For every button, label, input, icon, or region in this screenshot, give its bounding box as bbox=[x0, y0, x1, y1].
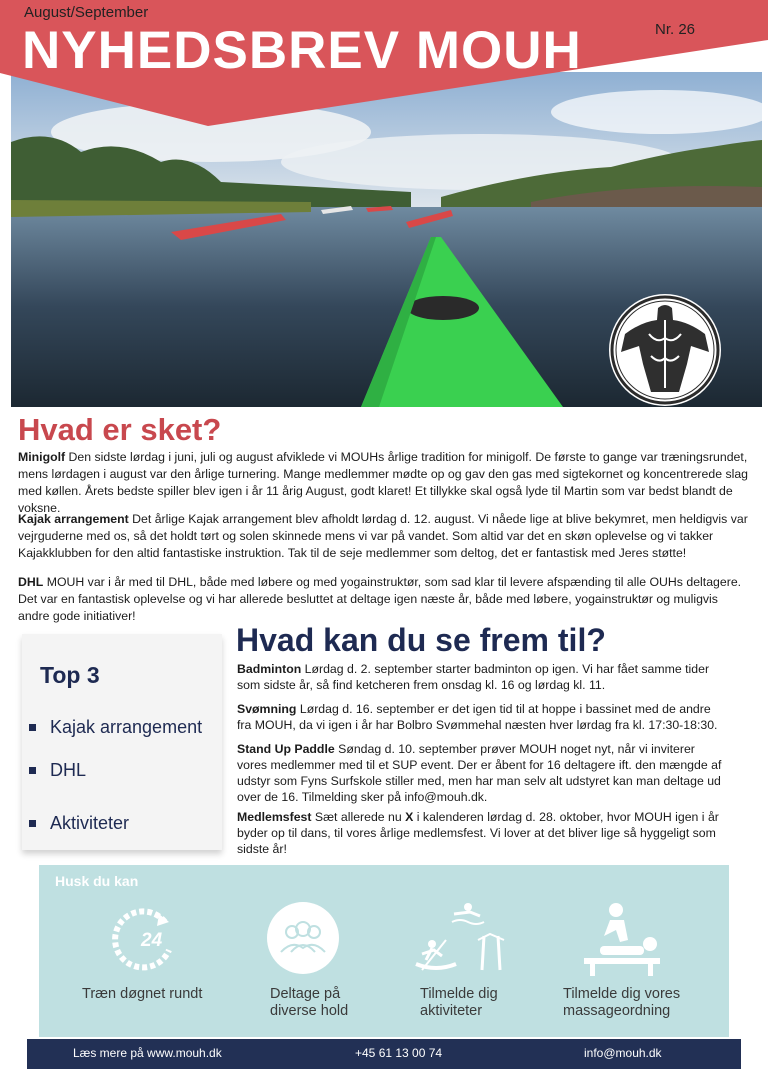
issue-number: Nr. 26 bbox=[655, 21, 696, 38]
husk-label: diverse hold bbox=[270, 1003, 349, 1019]
upcoming-item-title: Medlemsfest bbox=[237, 810, 312, 824]
footer-phone[interactable]: +45 61 13 00 74 bbox=[355, 1046, 443, 1060]
husk-label: Tilmelde dig bbox=[420, 986, 498, 1002]
upcoming-item-title: Stand Up Paddle bbox=[237, 742, 335, 756]
sports-activities-icon bbox=[412, 900, 512, 978]
muscular-back-logo-icon bbox=[609, 294, 721, 406]
upcoming-item-text: Sæt allerede nu bbox=[311, 810, 406, 824]
upcoming-item-sup bbox=[237, 741, 723, 805]
section-heading-sket: Hvad er sket? bbox=[18, 412, 222, 447]
footer-website-link[interactable]: Læs mere på www.mouh.dk bbox=[73, 1046, 222, 1060]
upcoming-item-text: Lørdag d. 2. september starter badminton op igen. Vi har fået samme tider som sidste år, så find ketcheren frem onsdag kl. 16 og lørdag kl. 11. bbox=[237, 662, 710, 692]
upcoming-item-title: Svømning bbox=[237, 702, 297, 716]
husk-label: Tilmelde dig vores bbox=[563, 986, 681, 1002]
upcoming-item-text: Lørdag d. 16. september er det igen tid til at hoppe i bassinet med de andre fra MOUH, da vi igen i år har Bolbro Svømmehal næsten hver lørdag fra kl. 17:30-18:30. bbox=[237, 702, 718, 732]
clock-24-icon bbox=[107, 902, 179, 974]
section-heading-frem: Hvad kan du se frem til? bbox=[236, 622, 606, 658]
news-item-minigolf bbox=[18, 449, 750, 517]
news-item-text: Den sidste lørdag i juni, juli og august afviklede vi MOUHs årlige tradition for minigolf. De første to gange var træningsrundet, mens lørdagen i august var den årlige turnering. Mange medlemmer mødte op og gav den gas med sigtekornet og koncentrerede slag med køllen. Årets bedste spiller blev igen i år 11 årig August, godt klaret! Et tillykke skal også lyde til Martin som var bedst blandt de voksne. bbox=[18, 450, 749, 515]
top3-item: DHL bbox=[50, 760, 87, 780]
husk-label: massageordning bbox=[563, 1003, 671, 1019]
news-item-kajak bbox=[18, 511, 750, 562]
top3-item: Aktiviteter bbox=[50, 813, 130, 833]
upcoming-item-text: i kalenderen lørdag d. 28. oktober, hvor MOUH igen i år byder op til dans, til vores årlige medlemsfest. Vi lover at det bliver lige så hyggeligt som sidste år! bbox=[237, 810, 719, 856]
bullet-icon bbox=[29, 767, 36, 774]
svg-text:24: 24 bbox=[141, 930, 163, 951]
bullet-icon bbox=[29, 820, 36, 827]
husk-label: aktiviteter bbox=[420, 1003, 483, 1019]
top3-item: Kajak arrangement bbox=[50, 717, 203, 737]
calendar-mark: X bbox=[405, 810, 414, 824]
news-item-dhl bbox=[18, 574, 750, 625]
news-item-text: MOUH var i år med til DHL, både med løbere og med yogainstruktør, som sad klar til levere afspænding til alle OUHs deltagere. Det var en fantastisk oplevelse og vi har allerede besluttet at deltage igen næste år, både med løbere, yogainstruktør og muligvis andre gode initiativer! bbox=[18, 575, 742, 623]
upcoming-item-title: Badminton bbox=[237, 662, 302, 676]
news-item-title: DHL bbox=[18, 575, 44, 589]
massage-icon bbox=[580, 900, 664, 978]
group-people-icon bbox=[267, 902, 339, 974]
husk-label: Træn døgnet rundt bbox=[82, 986, 203, 1002]
husk-label: Deltage på bbox=[270, 986, 341, 1002]
footer-email-link[interactable]: info@mouh.dk bbox=[584, 1046, 662, 1060]
news-item-title: Minigolf bbox=[18, 450, 66, 464]
husk-title: Husk du kan bbox=[55, 873, 139, 889]
news-item-text: Det årlige Kajak arrangement blev afholdt lørdag d. 12. august. Vi nåede lige at blive bekymret, men heldigvis var vejrguderne med os, så det holdt tørt og solen skinnede mens vi var på vandet. Som altid var det en skøn oplevelse og vi takker Kajakklubben for den altid fantastiske instruktion. Tak til de seje medlemmer som deltog, det er fantastisk med Jeres støtte! bbox=[18, 512, 748, 560]
issue-period: August/September bbox=[24, 4, 149, 21]
upcoming-item-badminton bbox=[237, 661, 723, 693]
news-item-title: Kajak arrangement bbox=[18, 512, 129, 526]
newsletter-title: NYHEDSBREV MOUH bbox=[22, 21, 582, 80]
upcoming-item-svomning bbox=[237, 701, 723, 733]
bullet-icon bbox=[29, 724, 36, 731]
upcoming-item-text: Søndag d. 10. september prøver MOUH noget nyt, når vi inviterer vores medlemmer med til et SUP event. Der er åbent for 16 deltagere ift. den mængde af udstyr som Fyns Surfskole stiller med, men har man selv alt udstyret kan man deltage ud over de 16. Tilmelding sker på info@mouh.dk. bbox=[237, 742, 722, 804]
top3-title: Top 3 bbox=[40, 662, 100, 688]
upcoming-item-medlemsfest bbox=[237, 809, 723, 857]
